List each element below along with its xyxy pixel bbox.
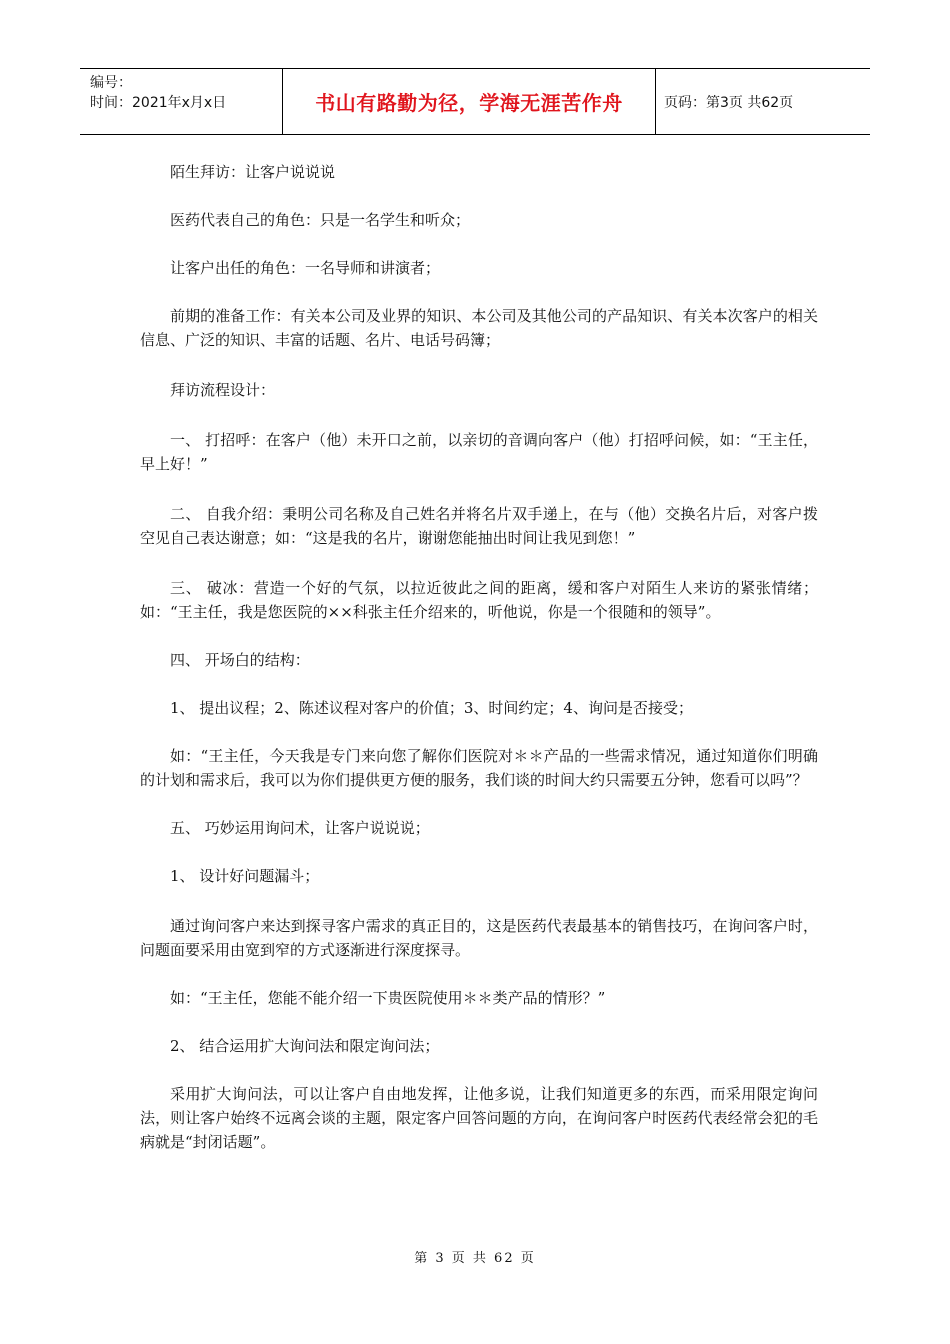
paragraph: 1、 提出议程；2、陈述议程对客户的价值；3、时间约定；4、询问是否接受； [170, 699, 693, 717]
paragraph: 1、 设计好问题漏斗； [170, 867, 320, 885]
page-header [80, 68, 870, 135]
paragraph: 四、 开场白的结构： [170, 651, 310, 669]
paragraph: 拜访流程设计： [170, 381, 276, 399]
paragraph: 让客户出任的角色：一名导师和讲演者； [170, 259, 441, 277]
paragraph: 医药代表自己的角色：只是一名学生和听众； [170, 211, 471, 229]
page-number-label: 页码：第3页 共62页 [664, 94, 794, 111]
paragraph: 如：“王主任，今天我是专门来向您了解你们医院对＊＊产品的一些需求情况，通过知道你们明确的计划和需求后，我可以为你们提供更方便的服务，我们谈的时间大约只需要五分钟，您看可以吗”？ [140, 747, 818, 789]
paragraph: 三、 破冰：营造一个好的气氛，以拉近彼此之间的距离，缓和客户对陌生人来访的紧张情绪；如：“王主任，我是您医院的××科张主任介绍来的，听他说，你是一个很随和的领导”。 [140, 579, 818, 621]
paragraph: 前期的准备工作：有关本公司及业界的知识、本公司及其他公司的产品知识、有关本次客户的相关信息、广泛的知识、丰富的话题、名片、电话号码簿； [140, 307, 818, 349]
time-label: 时间：2021年x月x日 [90, 95, 227, 111]
header-page-cell [656, 69, 870, 134]
document-body [140, 160, 818, 1154]
motto-text: 书山有路勤为径，学海无涯苦作舟 [315, 91, 623, 115]
paragraph: 一、 打招呼：在客户（他）未开口之前，以亲切的音调向客户（他）打招呼问候，如：“王主任，早上好！” [140, 431, 818, 473]
paragraph: 2、 结合运用扩大询问法和限定询问法； [170, 1037, 440, 1055]
paragraph: 如：“王主任，您能不能介绍一下贵医院使用＊＊类产品的情形？” [170, 989, 606, 1007]
paragraph: 五、 巧妙运用询问术，让客户说说说； [170, 819, 430, 837]
header-meta-cell [80, 69, 283, 134]
page-footer: 第 3 页 共 62 页 [414, 1251, 536, 1266]
paragraph: 陌生拜访：让客户说说说 [170, 163, 336, 181]
paragraph: 采用扩大询问法，可以让客户自由地发挥，让他多说，让我们知道更多的东西，而采用限定询问法，则让客户始终不远离会谈的主题，限定客户回答问题的方向，在询问客户时医药代表经常会犯的毛病就是“封闭话题”。 [140, 1085, 818, 1151]
paragraph: 通过询问客户来达到探寻客户需求的真正目的，这是医药代表最基本的销售技巧，在询问客户时，问题面要采用由宽到窄的方式逐渐进行深度探寻。 [140, 917, 818, 959]
paragraph: 二、 自我介绍：秉明公司名称及自己姓名并将名片双手递上，在与（他）交换名片后，对客户拨空见自己表达谢意；如：“这是我的名片，谢谢您能抽出时间让我见到您！” [140, 505, 818, 547]
number-label: 编号： [90, 75, 132, 91]
header-motto-cell [283, 69, 656, 134]
